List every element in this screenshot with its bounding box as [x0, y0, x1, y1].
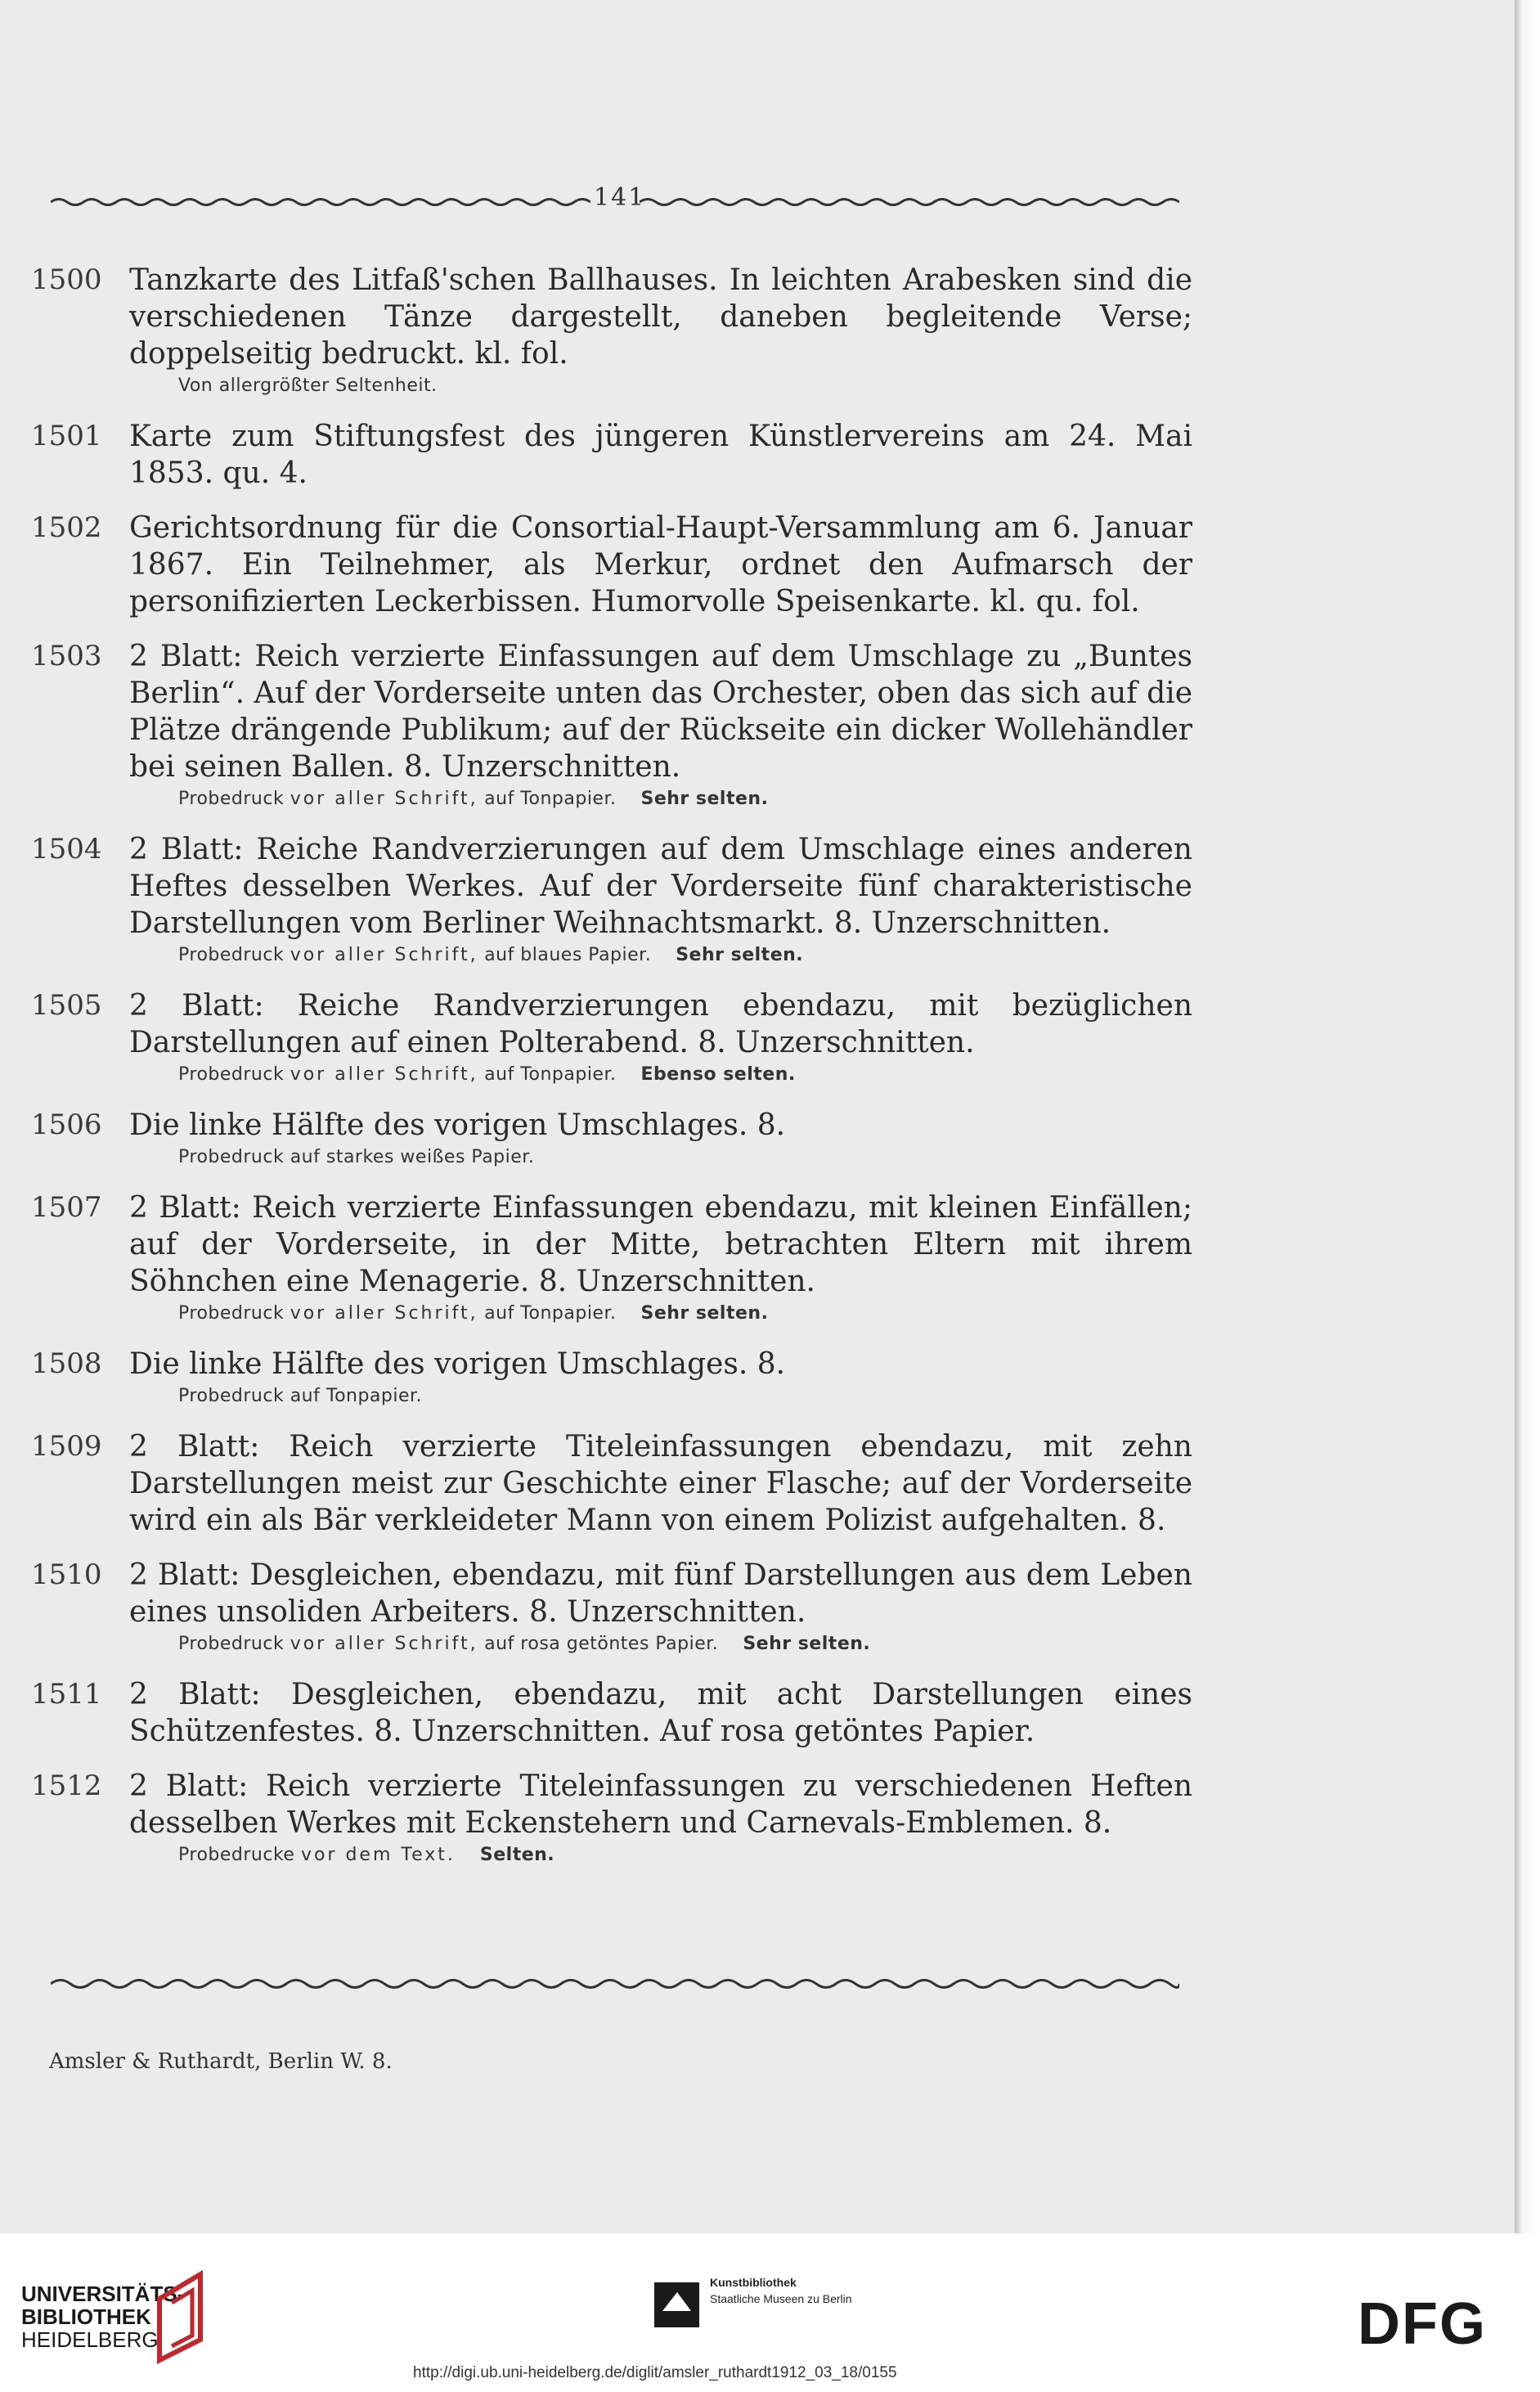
note-state: vor aller Schrift, — [290, 1634, 478, 1654]
entry-note — [178, 1383, 1192, 1410]
uni-line-1: UNIVERSITÄTS- — [21, 2282, 185, 2306]
entry-note — [178, 1630, 1192, 1658]
note-label: Probedruck — [178, 945, 285, 965]
entry-text: Gerichtsordnung für die Consortial-Haupt-Versammlung am 6. Januar 1867. Ein Teilnehmer, als Merkur, ordnet den Aufmarsch der personifizierten Leckerbissen. Humorvolle Speisenkarte. kl. qu. fol. — [129, 511, 1192, 618]
note-state: vor aller Schrift, — [290, 789, 478, 809]
header-ornament-left — [51, 196, 590, 208]
dfg-logo: DFG — [1358, 2291, 1487, 2357]
university-library-logo-icon — [155, 2266, 213, 2364]
uni-line-3: HEIDELBERG — [21, 2327, 159, 2352]
entry-number: 1505 — [31, 989, 102, 1022]
catalog-entry-1510 — [31, 1557, 1192, 1658]
note-state: vor aller Schrift, — [290, 1303, 478, 1324]
page-header — [51, 183, 1179, 216]
header-ornament-right — [640, 196, 1179, 208]
note-rarity: Selten. — [479, 1845, 555, 1865]
note-paper: auf blaues Papier. — [484, 945, 652, 965]
entry-note — [178, 785, 1192, 813]
kb-title: Kunstbibliothek — [710, 2276, 797, 2289]
catalog-entry-1502 — [31, 510, 1192, 620]
entry-number: 1503 — [31, 640, 102, 672]
entry-note — [178, 1061, 1192, 1089]
note-paper: auf Tonpapier. — [484, 789, 617, 809]
note-paper: auf Tonpapier. — [484, 1303, 617, 1324]
entry-number: 1511 — [31, 1678, 102, 1711]
entry-text: 2 Blatt: Reich verzierte Titeleinfassungen zu verschiedenen Heften desselben Werkes mit Eckenstehern und Carnevals-Emblemen. 8. — [129, 1769, 1192, 1840]
entry-text: 2 Blatt: Reiche Randverzierungen ebendazu, mit bezüglichen Darstellungen auf einen Polterabend. 8. Unzerschnitten. — [129, 989, 1192, 1059]
entry-note — [178, 1144, 1192, 1171]
entry-number: 1506 — [31, 1108, 102, 1141]
catalog-entry-1511 — [31, 1676, 1192, 1750]
note-label: Probedruck — [178, 1147, 285, 1167]
note-rarity: Ebenso selten. — [640, 1064, 796, 1085]
entry-number: 1504 — [31, 833, 102, 866]
note-label: Probedruck — [178, 1634, 285, 1654]
catalog-entry-1506 — [31, 1107, 1192, 1171]
catalog-entry-1505 — [31, 987, 1192, 1089]
note-paper: auf starkes weißes Papier. — [290, 1147, 535, 1167]
note-label: Probedrucke — [178, 1845, 295, 1865]
catalog-entry-1508 — [31, 1346, 1192, 1410]
entry-number: 1502 — [31, 511, 102, 544]
note-state: vor aller Schrift, — [290, 1064, 478, 1085]
entry-text: Karte zum Stiftungsfest des jüngeren Künstlervereins am 24. Mai 1853. qu. 4. — [129, 420, 1192, 490]
note-paper: auf Tonpapier. — [484, 1064, 617, 1085]
entry-note: Von allergrößter Seltenheit. — [178, 375, 438, 396]
uni-line-2: BIBLIOTHEK — [21, 2304, 151, 2329]
entry-note — [178, 942, 1192, 969]
catalog-entry-1512 — [31, 1768, 1192, 1869]
note-paper: auf rosa getöntes Papier. — [484, 1634, 719, 1654]
entry-note — [178, 1300, 1192, 1328]
entry-number: 1500 — [31, 263, 102, 296]
entry-text: 2 Blatt: Reich verzierte Einfassungen auf dem Umschlage zu „Buntes Berlin“. Auf der Vorderseite unten das Orchester, oben das sich auf die Plätze drängende Publikum; auf der Rückseite ein dicker Wollehändler bei seinen Ballen. 8. Unzerschnitten. — [129, 640, 1192, 784]
catalog-entries — [31, 262, 1192, 1887]
catalog-entry-1501 — [31, 418, 1192, 492]
note-rarity: Sehr selten. — [743, 1634, 871, 1654]
permalink-url[interactable]: http://digi.ub.uni-heidelberg.de/diglit/amsler_ruthardt1912_03_18/0155 — [413, 2364, 897, 2381]
catalog-entry-1509 — [31, 1428, 1192, 1539]
entry-text: Die linke Hälfte des vorigen Umschlages. 8. — [129, 1108, 786, 1142]
publisher-imprint: Amsler & Ruthardt, Berlin W. 8. — [49, 2049, 393, 2074]
entry-text: 2 Blatt: Reich verzierte Einfassungen ebendazu, mit kleinen Einfällen; auf der Vorderseite, in der Mitte, betrachten Eltern mit ihrem Söhnchen eine Menagerie. 8. Unzerschnitten. — [129, 1191, 1192, 1298]
kunstbibliothek-logo-icon — [654, 2282, 699, 2327]
note-label: Probedruck — [178, 1303, 285, 1324]
page-edge — [1515, 0, 1540, 2233]
catalog-entry-1500 — [31, 262, 1192, 400]
entry-number: 1509 — [31, 1430, 102, 1463]
entry-number: 1507 — [31, 1191, 102, 1224]
entry-text: Tanzkarte des Litfaß'schen Ballhauses. In leichten Arabesken sind die verschiedenen Tänze dargestellt, daneben begleitende Verse; doppelseitig bedruckt. kl. fol. — [129, 263, 1192, 371]
entry-text: 2 Blatt: Reiche Randverzierungen auf dem Umschlage eines anderen Heftes desselben Werkes. Auf der Vorderseite fünf charakteristische Darstellungen vom Berliner Weihnachtsmarkt. 8. Unzerschnitten. — [129, 833, 1192, 940]
catalog-entry-1504 — [31, 831, 1192, 969]
note-paper: auf Tonpapier. — [290, 1386, 423, 1406]
kb-subtitle: Staatliche Museen zu Berlin — [710, 2292, 852, 2305]
note-label: Probedruck — [178, 1386, 285, 1406]
note-label: Probedruck — [178, 789, 285, 809]
entry-text: 2 Blatt: Desgleichen, ebendazu, mit fünf Darstellungen aus dem Leben eines unsoliden Arbeiters. 8. Unzerschnitten. — [129, 1558, 1192, 1629]
entry-number: 1510 — [31, 1558, 102, 1591]
note-rarity: Sehr selten. — [640, 789, 769, 809]
entry-number: 1508 — [31, 1347, 102, 1380]
catalog-entry-1503 — [31, 638, 1192, 813]
kunstbibliothek-logo-text — [710, 2274, 852, 2307]
page-number: 141 — [594, 183, 646, 212]
entry-text: 2 Blatt: Reich verzierte Titeleinfassungen ebendazu, mit zehn Darstellungen meist zur Geschichte einer Flasche; auf der Vorderseite wird ein als Bär verkleideter Mann von einem Polizist aufgehalten. 8. — [129, 1430, 1192, 1537]
entry-number: 1512 — [31, 1769, 102, 1802]
bottom-ornament — [51, 1976, 1179, 1991]
entry-text: Die linke Hälfte des vorigen Umschlages. 8. — [129, 1347, 786, 1381]
note-state: vor dem Text. — [300, 1845, 456, 1865]
note-state: vor aller Schrift, — [290, 945, 478, 965]
entry-number: 1501 — [31, 420, 102, 452]
entry-note — [178, 1841, 1192, 1869]
note-label: Probedruck — [178, 1064, 285, 1085]
note-rarity: Sehr selten. — [640, 1303, 769, 1324]
entry-text: 2 Blatt: Desgleichen, ebendazu, mit acht Darstellungen eines Schützenfestes. 8. Unzerschnitten. Auf rosa getöntes Papier. — [129, 1678, 1192, 1748]
catalog-entry-1507 — [31, 1189, 1192, 1328]
note-rarity: Sehr selten. — [676, 945, 804, 965]
